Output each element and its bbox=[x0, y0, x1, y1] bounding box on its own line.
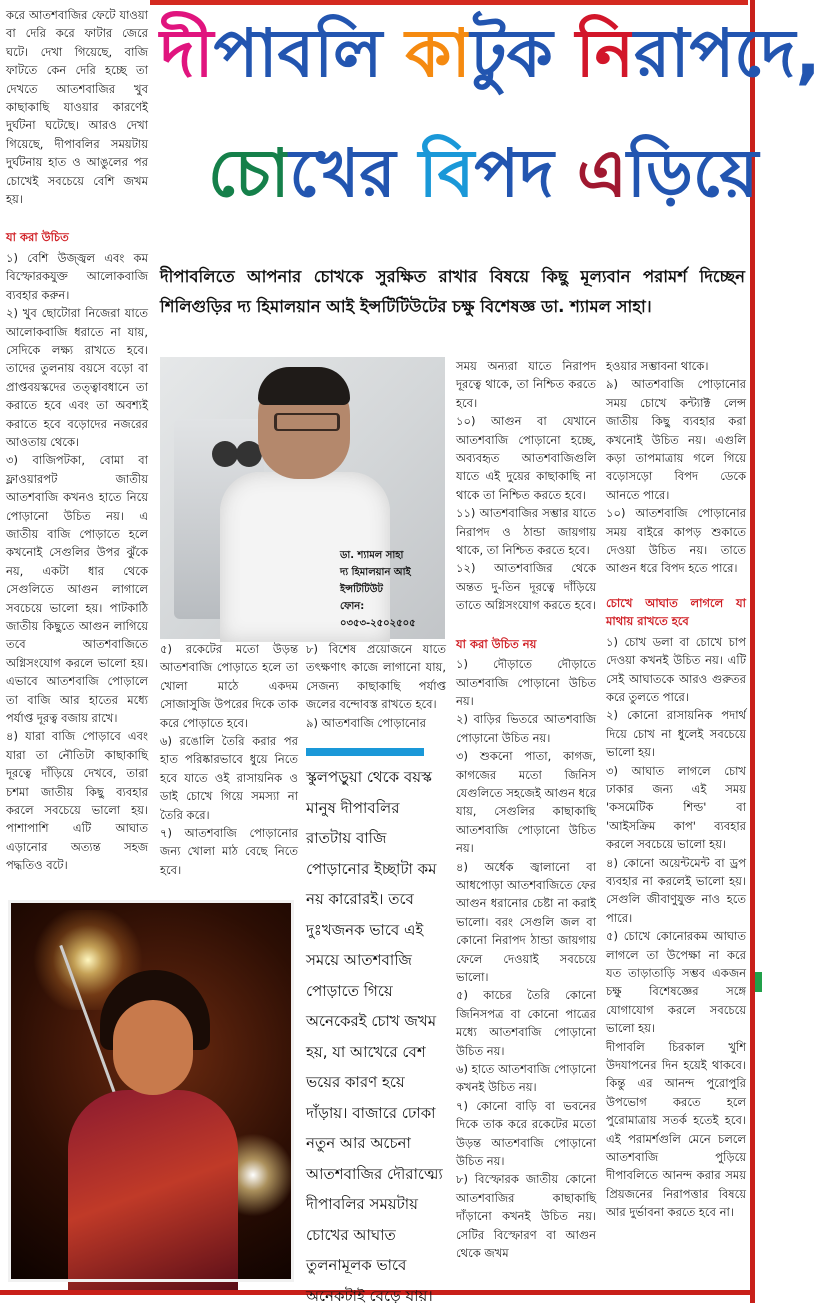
headline-fragment: নি bbox=[575, 15, 635, 92]
col5-item: ২) কোনো রাসায়নিক পদার্থ দিয়ে চোখ না ধুলেই সবচেয়ে ভালো হয়। bbox=[606, 708, 746, 760]
headline-fragment: দী bbox=[160, 15, 214, 92]
top-red-rule bbox=[150, 0, 748, 5]
column-3 bbox=[306, 640, 446, 744]
col4-item: ৭) কোনো বাড়ি বা ভবনের দিকে তাক করে রকেটের মতো উড়ন্ত আতশবাজি পোড়ানো উচিত নয়। bbox=[456, 1098, 596, 1169]
headline-fragment: ড়িয়ে bbox=[627, 135, 759, 212]
column-1 bbox=[6, 6, 148, 876]
col5-item: ৫) চোখে কোনোরকম আঘাত লাগলে তা উপেক্ষা না করে যত তাড়াতাড়ি সম্ভব একজন চক্ষু বিশেষজ্ঞের সঙ্গে যোগাযোগ করলে সবচেয়ে ভালো হয়। bbox=[606, 929, 746, 1036]
headline-fragment: খের bbox=[289, 135, 419, 212]
col1-intro: করে আতশবাজির ফেটে যাওয়া বা দেরি করে ফাটার জেরে ঘটে। দেখা গিয়েছে, বাজি ফাটতে কেন দেরি হচ্ছে তা দেখতে আতশবাজির খুব কাছাকাছি যাওয়ার কারণেই দুর্ঘটনা ঘটেছে। আরও দেখা গিয়েছে, দীপাবলির সময়টায় দুর্ঘটনায় হাত ও আঙুলের পর চোখেই সবচেয়ে বেশি জখম হয়। bbox=[6, 8, 148, 207]
col4-item: ১০) আগুন বা যেখানে আতশবাজি পোড়ানো হচ্ছে, অব্যবহৃত আতশবাজিগুলি যাতে এই দুয়ের কাছাকাছি না থাকে তা নিশ্চিত করতে হবে। bbox=[456, 414, 596, 502]
col5-item: ৩) আঘাত লাগলে চোখ ঢাকার জন্য এই সময় 'কসমেটিক শিল্ড' বা 'আইসক্রিম কাপ' ব্যবহার করলে সবচেয়ে ভালো হয়। bbox=[606, 763, 746, 852]
col1-item: ৩) বাজিপটকা, বোমা বা ফ্লাওয়ারপট জাতীয় আতশবাজি কখনও হাতে নিয়ে পোড়ানো উচিত নয়। এ জাতীয় বাজি পোড়াতে হলে কখনোই সেগুলির উপর ঝুঁকে নয়, একটা ধার থেকে সেগুলিতে আগুন লাগালে সবচেয়ে ভালো হয়। পাটকাঠি জাতীয় কিছুতে আগুন লাগিয়ে তবে আতশবাজিতে অগ্নিসংযোগ করলে ভালো হয়। এভাবে আতশবাজি পোড়ালে তা বাজি আর হাতের মধ্যে পর্যাপ্ত দূরত্ব বজায় রাখে। bbox=[6, 453, 148, 726]
col3-item: ৮) বিশেষ প্রয়োজনে যাতে তৎক্ষণাৎ কাজে লাগানো যায়, সেজন্য কাছাকাছি পর্যাপ্ত জলের বন্দোবস্ত রাখতে হবে। bbox=[306, 642, 446, 712]
headline-fragment: এ bbox=[576, 135, 627, 212]
col4-item: সময় অন্যরা যাতে নিরাপদ দূরত্বে থাকে, তা নিশ্চিত করতে হবে। bbox=[456, 359, 596, 410]
col1-item: ১) বেশি উজ্জ্বল এবং কম বিস্ফোরকযুক্ত আলোকবাজি ব্যবহার করুন। bbox=[6, 250, 148, 302]
article-deck: দীপাবলিতে আপনার চোখকে সুরক্ষিত রাখার বিষয়ে কিছু মূল্যবান পরামর্শ দিচ্ছেন শিলিগুড়ির দ্য হিমালয়ান আই ইন্সটিটিউটের চক্ষু বিশেষজ্ঞ ডা. শ্যামল সাহা। bbox=[160, 267, 745, 316]
col4-item: ১১) আতশবাজির সম্ভার যাতে নিরাপদ ও ঠান্ডা জায়গায় থাকে, তা নিশ্চিত করতে হবে। bbox=[456, 506, 596, 558]
col4-item: ৫) কাচের তৈরি কোনো জিনিসপত্র বা কোনো পাত্রের মধ্যে আতশবাজি পোড়ানো উচিত নয়। bbox=[456, 988, 596, 1058]
headline-fragment: রাপদে, bbox=[634, 15, 821, 92]
col5-item: ৪) কোনো অয়েন্টমেন্ট বা ড্রপ ব্যবহার না করলেই ভালো হয়। সেগুলি জীবাণুযুক্ত নাও হতে পারে। bbox=[606, 855, 746, 925]
headline-fragment: পাবলি bbox=[213, 15, 406, 92]
col4-heading-dont: যা করা উচিত নয় bbox=[456, 636, 537, 651]
col5-item: ৯) আতশবাজি পোড়ানোর সময় চোখে কন্ট্যাক্ট লেন্স জাতীয় কিছু ব্যবহার করা কখনোই উচিত নয়। এগুলি কড়া তাপমাত্রায় গলে গিয়ে বড়োসড়ো বিপদ ডেকে আনতে পারে। bbox=[606, 377, 746, 502]
glasses-graphic bbox=[274, 413, 340, 431]
col4-item: ৪) অর্ধেক জ্বালানো বা আধপোড়া আতশবাজিতে ফের আগুন ধরানোর চেষ্টা না করাই ভালো। বরং সেগুলি জল বা কোনো নিরাপদ ঠান্ডা জায়গায় ফেলে দেওয়াই সবচেয়ে ভালো। bbox=[456, 859, 596, 984]
column-5 bbox=[606, 357, 746, 1285]
col5-heading-injury: চোখে আঘাত লাগলে যা মাথায় রাখতে হবে bbox=[606, 595, 746, 629]
headline-fragment: বি bbox=[418, 135, 475, 212]
headline-fragment: টুক bbox=[470, 15, 576, 92]
column-2 bbox=[160, 640, 298, 880]
girl-sparkler-photo bbox=[8, 900, 294, 1282]
column-4 bbox=[456, 357, 596, 1285]
col4-item: ৬) হাতে আতশবাজি পোড়ানো কখনই উচিত নয়। bbox=[456, 1062, 596, 1095]
caption-phone: ফোন: ০৩৫৩-২৫০২৫০৫ bbox=[340, 601, 416, 629]
headline-fragment: কা bbox=[405, 15, 471, 92]
col4-item: ৮) বিস্ফোরক জাতীয় কোনো আতশবাজির কাছাকাছি দাঁড়ানো কখনই উচিত নয়। সেটির বিস্ফোরণ বা আগুন থেকে জখম bbox=[456, 1172, 596, 1261]
headline-fragment: পদ bbox=[474, 135, 577, 212]
col1-item: ২) খুব ছোটোরা নিজেরা যাতে আলোকবাজি ধরাতে না যায়, সেদিকে লক্ষ্য রাখতে হবে। তাদের তুলনায় বয়সে বড়ো বা প্রাপ্তবয়স্কদের তত্ত্বাবধানে তা করাতে হবে এবং তা অবশ্যই করাতে হবে বড়োদের নজরের আওতায় থেকে। bbox=[6, 306, 148, 449]
col1-heading-do: যা করা উচিত bbox=[6, 230, 69, 245]
col4-item: ১২) আতশবাজির থেকে অন্তত দু-তিন দূরত্বে দাঁড়িয়ে তাতে অগ্নিসংযোগ করতে হবে। bbox=[456, 561, 596, 613]
col5-item: ১) চোখ ডলা বা চোখে চাপ দেওয়া কখনই উচিত নয়। এটি সেই আঘাতকে আরও গুরুতর করে তুলতে পারে। bbox=[606, 634, 746, 704]
headline-line-1 bbox=[160, 8, 821, 100]
col4-item: ২) বাড়ির ভিতরে আতশবাজি পোড়ানো উচিত নয়। bbox=[456, 712, 596, 745]
photo-frame bbox=[8, 900, 294, 1282]
col2-item: ৭) আতশবাজি পোড়ানোর জন্য খোলা মাঠ বেছে নিতে হবে। bbox=[160, 826, 298, 877]
headline-line-2 bbox=[208, 128, 758, 220]
caption-name: ডা. শ্যামল সাহা bbox=[340, 550, 404, 561]
col3-item: ৯) আতশবাজি পোড়ানোর bbox=[306, 715, 426, 730]
doctor-hair-graphic bbox=[258, 367, 350, 405]
col2-item: ৫) রকেটের মতো উড়ন্ত আতশবাজি পোড়াতে হলে তা খোলা মাঠে একদম সোজাসুজি উপরের দিকে তাক করে পোড়াতে হবে। bbox=[160, 642, 298, 730]
caption-institute: দ্য হিমালয়ান আই ইন্সটিটিউট bbox=[340, 567, 411, 595]
doctor-photo bbox=[160, 357, 445, 639]
col1-item: ৪) যারা বাজি পোড়াবে এবং যারা তা নৌতিটা কাছাকাছি দূরত্বে দাঁড়িয়ে দেখবে, তারা চশমা জাতীয় কিছু ব্যবহার করলে সবচেয়ে ভালো হয়। পাশাপাশি এটি আঘাত এড়ানোর অত্যন্ত সহজ পদ্ধতিও বটে। bbox=[6, 729, 148, 873]
col4-item: ৩) শুকনো পাতা, কাগজ, কাগজের মতো জিনিস যেগুলিতে সহজেই আগুন ধরে যায়, সেগুলির কাছাকাছি আতশবাজি পোড়ানো উচিত নয়। bbox=[456, 749, 596, 856]
photo-caption bbox=[340, 547, 440, 632]
col5-item: ১০) আতশবাজি পোড়ানোর সময় বাইরে কাপড় শুকাতে দেওয়া উচিত নয়। তাতে আগুন ধরে বিপদ হতে পারে। bbox=[606, 506, 746, 576]
green-margin-mark bbox=[755, 972, 762, 992]
headline-fragment: চো bbox=[208, 135, 290, 212]
pull-quote: স্কুলপড়ুয়া থেকে বয়স্ক মানুষ দীপাবলির রাতটায় বাজি পোড়ানোর ইচ্ছাটা কম নয় কারোরই। তবে দুঃখজনক ভাবে এই সময়ে আতশবাজি পোড়াতে গিয়ে অনেকেরই চোখ জখম হয়, যা আখেরে বেশ ভয়ের কারণ হয়ে দাঁড়ায়। বাজারে ঢোকা নতুন আর অচেনা আতশবাজির দৌরাত্ম্যে দীপাবলির সময়টায় চোখের আঘাত তুলনামূলক ভাবে অনেকটাই বেড়ে যায়। bbox=[306, 768, 443, 1305]
col5-item: হওয়ার সম্ভাবনা থাকে। bbox=[606, 359, 709, 373]
pull-quote-bar bbox=[306, 748, 424, 756]
col2-item: ৬) রঙোলি তৈরি করার পর হাত পরিষ্কারভাবে ধুয়ে নিতে হবে যাতে ওই রাসায়নিক ও ডাই চোখে গিয়ে সমস্যা না তৈরি করে। bbox=[160, 734, 298, 822]
col5-conclusion: দীপাবলি চিরকাল খুশি উদযাপনের দিন হয়েই থাকবে। কিন্তু এর আনন্দ পুরোপুরি উপভোগ করতে হলে পুরোমাত্রায় সতর্ক হতেই হবে। এই পরামর্শগুলি মেনে চললে আতশবাজি পুড়িয়ে দীপাবলিতে আনন্দ করার সময় প্রিয়জনের নিরাপত্তার বিষয়ে আর দুর্ভাবনা করতে হবে না। bbox=[606, 1039, 746, 1220]
col4-item: ১) দৌড়াতে দৌড়াতে আতশবাজি পোড়ানো উচিত নয়। bbox=[456, 657, 596, 708]
